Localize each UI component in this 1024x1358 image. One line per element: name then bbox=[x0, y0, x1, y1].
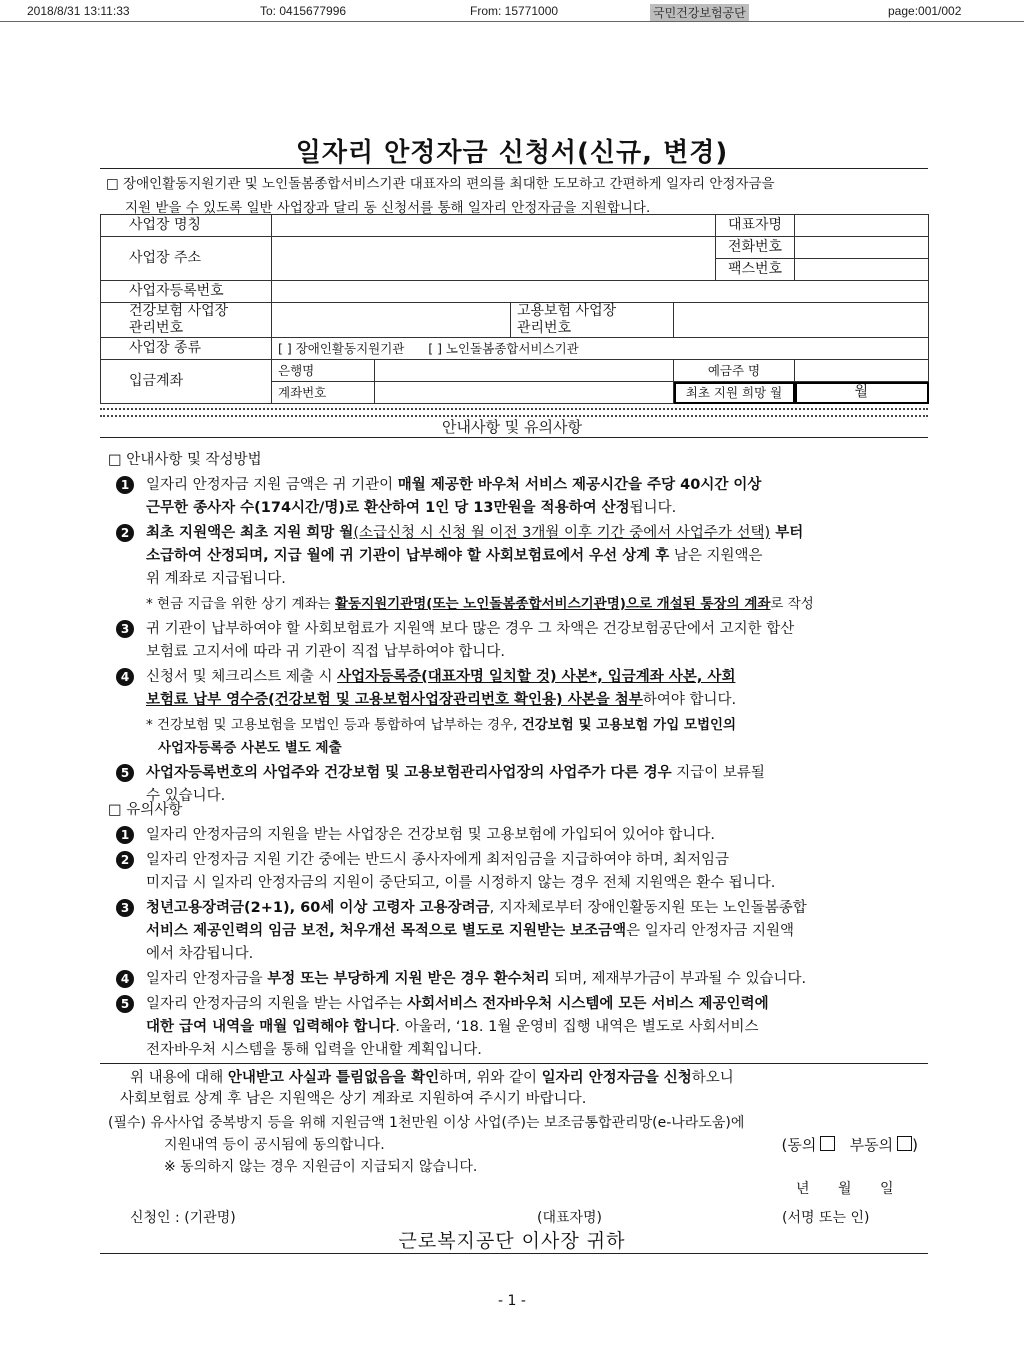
consent-block bbox=[108, 1112, 924, 1178]
fax-divider bbox=[0, 21, 1024, 22]
employ-ins-label bbox=[511, 303, 674, 338]
section-guidance-heading: □ 안내사항 및 작성방법 bbox=[108, 452, 262, 468]
number-2-icon: 2 bbox=[116, 851, 134, 869]
intro-line-2: 지원 받을 수 있도록 일반 사업장과 달리 동 신청서를 통해 일자리 안정자금을 지원합니다. bbox=[125, 200, 651, 216]
guide-title-rule bbox=[100, 437, 928, 438]
title-rule bbox=[100, 168, 928, 169]
confirm-line-2: 사회보험료 상계 후 남은 지원액은 상기 계좌로 지원하여 주시기 바랍니다. bbox=[120, 1091, 587, 1107]
text-bold-underline: 사업자등록증(대표자명 일치할 것) 사본*, 입금계좌 사본, 사회 bbox=[337, 669, 736, 685]
biz-name-field[interactable] bbox=[272, 215, 716, 237]
text: 남은 지원액은 bbox=[669, 548, 763, 564]
bottom-rule bbox=[100, 1253, 928, 1254]
text: 신청서 및 체크리스트 제출 시 bbox=[146, 669, 338, 685]
health-ins-field[interactable] bbox=[272, 303, 511, 338]
fax-label: 팩스번호 bbox=[716, 259, 795, 281]
text-bold: 매월 제공한 바우처 서비스 제공시간을 주당 40시간 이상 bbox=[397, 477, 762, 493]
text: * 건강보험 및 고용보험을 모법인 등과 통합하여 납부하는 경우, bbox=[146, 717, 522, 733]
agree-checkbox[interactable] bbox=[820, 1136, 835, 1151]
text: 에서 차감됩니다. bbox=[146, 946, 254, 962]
number-2-icon: 2 bbox=[116, 524, 134, 542]
biz-type-options bbox=[272, 338, 929, 360]
phone-label: 전화번호 bbox=[716, 237, 795, 259]
section-cautions-heading: □ 유의사항 bbox=[108, 802, 183, 818]
biz-address-label: 사업장 주소 bbox=[101, 237, 272, 281]
section-guidance bbox=[108, 448, 938, 808]
text: * 현금 지급을 위한 상기 계좌는 bbox=[146, 596, 335, 612]
fax-to: To: 0415677996 bbox=[260, 4, 347, 18]
guide-title: 안내사항 및 유의사항 bbox=[442, 418, 582, 436]
text: 위 내용에 대해 bbox=[130, 1070, 228, 1086]
text: 일자리 안정자금의 지원을 받는 사업주는 bbox=[146, 996, 408, 1012]
caution-item-4 bbox=[108, 968, 938, 991]
confirm-rule bbox=[100, 1063, 928, 1064]
consent-line-2: 지원내역 등이 공시됨에 동의합니다. bbox=[164, 1137, 385, 1153]
consent-warning: ※ 동의하지 않는 경우 지원금이 지급되지 않습니다. bbox=[164, 1159, 478, 1175]
sign-or-seal-label: (서명 또는 인) bbox=[782, 1210, 870, 1226]
text-bold: 청년고용장려금(2+1), 60세 이상 고령자 고용장려금 bbox=[146, 900, 490, 916]
text-bold-underline: 보험료 납부 영수증(건강보험 및 고용보험사업장관리번호 확인용) 사본을 첨부 bbox=[146, 692, 643, 708]
employ-ins-field[interactable] bbox=[674, 303, 929, 338]
type-option-elderly-care[interactable]: [ ] 노인돌봄종합서비스기관 bbox=[428, 341, 579, 356]
rep-name-field[interactable] bbox=[795, 215, 929, 237]
account-no-label: 계좌번호 bbox=[272, 382, 375, 404]
text-bold: 서비스 제공인력의 임금 보전, 처우개선 목적으로 별도로 지원받는 보조금액 bbox=[146, 923, 627, 939]
text-bold: 일자리 안정자금을 신청 bbox=[541, 1070, 692, 1086]
text: 일자리 안정자금 지원 기간 중에는 반드시 종사자에게 최저임금을 지급하여야 하며, 최저임금 bbox=[146, 852, 729, 868]
employ-ins-label-line2: 관리번호 bbox=[517, 320, 572, 336]
account-holder-label: 예금주 명 bbox=[674, 360, 795, 382]
intro-text bbox=[106, 172, 922, 220]
disagree-checkbox[interactable] bbox=[897, 1136, 912, 1151]
page-title: 일자리 안정자금 신청서(신규, 변경) bbox=[295, 138, 729, 168]
number-5-icon: 5 bbox=[116, 764, 134, 782]
text: 일자리 안정자금 지원 금액은 귀 기관이 bbox=[146, 477, 398, 493]
text: 일자리 안정자금을 bbox=[146, 971, 268, 987]
close-paren: ) bbox=[912, 1136, 918, 1154]
consent-choice bbox=[782, 1134, 919, 1156]
biz-address-field[interactable] bbox=[272, 237, 716, 281]
text-bold: 소급하여 산정되며, 지급 월에 귀 기관이 납부해야 할 사회보험료에서 우선 상계 후 bbox=[146, 548, 670, 564]
bank-name-field[interactable] bbox=[375, 360, 674, 382]
rep-name-label: 대표자명 bbox=[716, 215, 795, 237]
biz-name-label: 사업장 명칭 bbox=[101, 215, 272, 237]
text: 은 일자리 안정자금 지원액 bbox=[626, 923, 795, 939]
disagree-label: 부동의 bbox=[849, 1136, 894, 1154]
caution-item-5 bbox=[108, 993, 938, 1062]
addressee: 근로복지공단 이사장 귀하 bbox=[398, 1230, 626, 1252]
text: 전자바우처 시스템을 통해 입력을 안내할 계획입니다. bbox=[146, 1042, 482, 1058]
phone-field[interactable] bbox=[795, 237, 929, 259]
text: 보험료 고지서에 따라 귀 기관이 직접 납부하여야 합니다. bbox=[146, 644, 506, 660]
text-bold: 부터 bbox=[770, 525, 804, 541]
page-number: - 1 - bbox=[498, 1293, 526, 1309]
biz-reg-no-field[interactable] bbox=[272, 281, 929, 303]
health-ins-label-line1: 건강보험 사업장 bbox=[129, 303, 229, 319]
guidance-item-1 bbox=[108, 474, 938, 520]
number-5-icon: 5 bbox=[116, 995, 134, 1013]
text-bold-underline: 활동지원기관명(또는 노인돌봄종합서비스기관명)으로 개설된 통장의 계좌 bbox=[335, 596, 771, 612]
text: 일자리 안정자금의 지원을 받는 사업장은 건강보험 및 고용보험에 가입되어 있어야 합니다. bbox=[146, 827, 715, 843]
fax-datetime: 2018/8/31 13:11:33 bbox=[27, 4, 130, 18]
first-month-label: 최초 지원 희망 월 bbox=[674, 382, 795, 404]
employ-ins-label-line1: 고용보험 사업장 bbox=[517, 303, 617, 319]
text-underline: (소급신청 시 신청 월 이전 3개월 이후 기간 중에서 사업주가 선택) bbox=[353, 525, 771, 541]
date-line: 년 월 일 bbox=[796, 1181, 894, 1197]
guidance-item-4 bbox=[108, 666, 938, 712]
confirmation-text bbox=[108, 1068, 924, 1110]
text: 하며, 위와 같이 bbox=[439, 1070, 542, 1086]
text-bold: 최초 지원액은 최초 지원 희망 월 bbox=[146, 525, 354, 541]
number-3-icon: 3 bbox=[116, 899, 134, 917]
guidance-item-3 bbox=[108, 618, 938, 664]
month-unit: 월 bbox=[854, 384, 868, 400]
text: 위 계좌로 지급됩니다. bbox=[146, 571, 286, 587]
text: , 지자체로부터 장애인활동지원 또는 노인돌봄종합 bbox=[489, 900, 807, 916]
section-cautions bbox=[108, 798, 938, 1062]
caution-item-1 bbox=[108, 824, 938, 847]
text: 로 작성 bbox=[770, 596, 814, 612]
text: 하여야 합니다. bbox=[642, 692, 737, 708]
caution-item-3 bbox=[108, 897, 938, 966]
text: 되며, 제재부가금이 부과될 수 있습니다. bbox=[549, 971, 807, 987]
text-bold: 근무한 종사자 수(174시간/명)로 환산하여 1인 당 13만원을 적용하여 산정 bbox=[146, 500, 630, 516]
text: 수 있습니다. bbox=[146, 788, 226, 804]
rep-name-sign-label: (대표자명) bbox=[537, 1210, 603, 1226]
deposit-account-label: 입금계좌 bbox=[101, 360, 272, 404]
agree-label: (동의 bbox=[781, 1136, 817, 1154]
text: 하오니 bbox=[691, 1070, 734, 1086]
guidance-item-2 bbox=[108, 522, 938, 591]
health-ins-label bbox=[101, 303, 272, 338]
type-option-disability-support[interactable]: [ ] 장애인활동지원기관 bbox=[278, 341, 405, 356]
health-ins-label-line2: 관리번호 bbox=[129, 320, 184, 336]
text-bold: 부정 또는 부당하게 지원 받은 경우 환수처리 bbox=[267, 971, 550, 987]
fax-page: page:001/002 bbox=[888, 4, 962, 18]
guidance-note-2 bbox=[108, 593, 938, 616]
text: 귀 기관이 납부하여야 할 사회보험료가 지원액 보다 많은 경우 그 차액은 건강보험공단에서 고지한 합산 bbox=[146, 621, 795, 637]
application-form-table bbox=[100, 214, 929, 404]
text-bold: 사업자등록번호의 사업주와 건강보험 및 고용보험관리사업장의 사업주가 다른 경우 bbox=[146, 765, 672, 781]
text-bold: 사회서비스 전자바우처 시스템에 모든 서비스 제공인력에 bbox=[407, 996, 769, 1012]
number-1-icon: 1 bbox=[116, 826, 134, 844]
fax-sender: 국민건강보험공단 bbox=[650, 4, 749, 21]
caution-item-2 bbox=[108, 849, 938, 895]
text-bold: 안내받고 사실과 틀림없음을 확인 bbox=[227, 1070, 440, 1086]
text-bold: 사업자등록증 사본도 별도 제출 bbox=[158, 740, 342, 756]
consent-line-1: (필수) 유사사업 중복방지 등을 위해 지원금액 1천만원 이상 사업(주)는 보조금통합관리망(e-나라도움)에 bbox=[108, 1115, 745, 1131]
text-bold: 대한 급여 내역을 매월 입력해야 합니다 bbox=[146, 1019, 396, 1035]
account-no-field[interactable] bbox=[375, 382, 674, 404]
number-4-icon: 4 bbox=[116, 970, 134, 988]
fax-header bbox=[0, 0, 1024, 22]
intro-line-1: □ 장애인활동지원기관 및 노인돌봄종합서비스기관 대표자의 편의를 최대한 도모하고 간편하게 일자리 안정자금을 bbox=[106, 176, 775, 192]
fax-field[interactable] bbox=[795, 259, 929, 281]
text-bold: 건강보험 및 고용보험 가입 모법인의 bbox=[521, 717, 737, 733]
text: 됩니다. bbox=[629, 500, 677, 516]
first-month-field[interactable] bbox=[795, 382, 929, 404]
text: . 아울러, ‘18. 1월 운영비 집행 내역은 별도로 사회서비스 bbox=[395, 1019, 759, 1035]
applicant-label: 신청인 : (기관명) bbox=[130, 1210, 236, 1226]
biz-type-label: 사업장 종류 bbox=[101, 338, 272, 360]
text: 지급이 보류될 bbox=[671, 765, 765, 781]
number-3-icon: 3 bbox=[116, 620, 134, 638]
guidance-note-4 bbox=[108, 714, 938, 760]
biz-reg-no-label: 사업자등록번호 bbox=[101, 281, 272, 303]
text: 미지급 시 일자리 안정자금의 지원이 중단되고, 이를 시정하지 않는 경우 전체 지원액은 환수 됩니다. bbox=[146, 875, 776, 891]
number-1-icon: 1 bbox=[116, 476, 134, 494]
account-holder-field[interactable] bbox=[795, 360, 929, 382]
fax-from: From: 15771000 bbox=[470, 4, 559, 18]
number-4-icon: 4 bbox=[116, 668, 134, 686]
bank-name-label: 은행명 bbox=[272, 360, 375, 382]
